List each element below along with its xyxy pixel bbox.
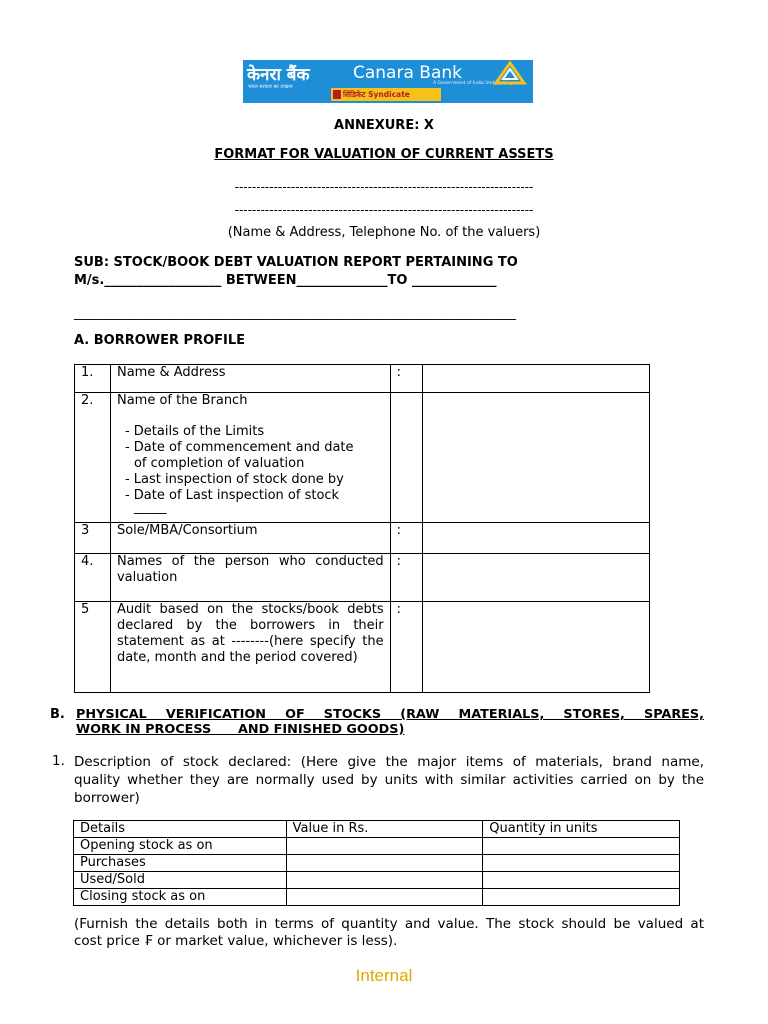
row-value — [422, 365, 649, 393]
row-number: 5 — [75, 602, 111, 693]
row-label — [110, 393, 390, 523]
row-number: 2. — [75, 393, 111, 523]
row-colon: : — [390, 602, 422, 693]
row-colon: : — [390, 523, 422, 554]
valuation-note-line-1: (Furnish the details both in terms of quantity and value. The stock should be valued at — [74, 916, 704, 932]
branch-detail-blank: _____ — [133, 500, 167, 515]
row-label: Names of the person who conducted valuation — [110, 554, 390, 602]
header-quantity: Quantity in units — [483, 821, 680, 838]
table-row — [74, 872, 680, 889]
section-b-heading-line-1: PHYSICAL VERIFICATION OF STOCKS (RAW MATERIALS, STORES, SPARES, — [76, 707, 704, 722]
row-value — [286, 838, 483, 855]
item-1-number: 1. — [52, 753, 65, 769]
row-label: Audit based on the stocks/book debts declared by the borrowers in their statement as at --------(here specify the date, month and the period covered) — [110, 602, 390, 693]
table-row — [75, 602, 650, 693]
row-quantity — [483, 872, 680, 889]
section-b-label: B. — [50, 707, 65, 722]
subject-line-1: SUB: STOCK/BOOK DEBT VALUATION REPORT PERTAINING TO — [74, 255, 518, 270]
row-colon: : — [390, 554, 422, 602]
section-a-heading: A. BORROWER PROFILE — [74, 333, 246, 348]
branch-detail-completion: of completion of valuation — [133, 456, 305, 471]
row-value — [286, 855, 483, 872]
table-row — [75, 554, 650, 602]
row-quantity — [483, 855, 680, 872]
logo-tagline-english: A Government of India Undertaking — [433, 81, 513, 86]
subject-line-2: M/s.__________________ BETWEEN______________TO _____________ — [74, 273, 497, 288]
row-colon — [390, 393, 422, 523]
row-label: Purchases — [74, 855, 287, 872]
internal-classification-label: Internal — [355, 966, 413, 985]
table-row — [74, 889, 680, 906]
row-value — [422, 554, 649, 602]
branch-detail-inspection-by: - Last inspection of stock done by — [124, 472, 344, 487]
item-1-line-1: Description of stock declared: (Here give the major items of materials, brand name, — [74, 754, 704, 770]
row-value — [286, 889, 483, 906]
row-value — [286, 872, 483, 889]
table-row — [75, 523, 650, 554]
table-header-row — [74, 821, 680, 838]
branch-detail-commencement: - Date of commencement and date — [124, 440, 354, 455]
row-value — [422, 393, 649, 523]
row-number: 4. — [75, 554, 111, 602]
logo-tagline-hindi: भारत सरकार का उपक्रम — [248, 84, 293, 90]
row-quantity — [483, 889, 680, 906]
row-label: Used/Sold — [74, 872, 287, 889]
row-label: Opening stock as on — [74, 838, 287, 855]
stock-details-table — [73, 820, 680, 906]
canara-bank-logo — [243, 60, 533, 103]
table-row — [74, 838, 680, 855]
branch-detail-last-inspection: - Date of Last inspection of stock — [124, 488, 340, 503]
row-quantity — [483, 838, 680, 855]
table-row — [75, 365, 650, 393]
row-colon: : — [390, 365, 422, 393]
row-value — [422, 602, 649, 693]
row-number: 3 — [75, 523, 111, 554]
syndicate-merger-badge: सिंडिकेट Syndicate — [331, 88, 441, 101]
valuer-note: (Name & Address, Telephone No. of the valuers) — [227, 225, 541, 240]
table-row — [75, 393, 650, 523]
logo-hindi-name: केनरा बैंक — [247, 65, 310, 85]
section-b-heading-line-2: WORK IN PROCESS AND FINISHED GOODS) — [76, 722, 405, 737]
item-1-line-2: quality whether they are normally used by units with similar activities carried on by the — [74, 772, 704, 788]
valuer-dash-line-1: --------------------------------------------------------------------- — [234, 180, 534, 194]
header-details: Details — [74, 821, 287, 838]
row-label: Closing stock as on — [74, 889, 287, 906]
valuation-note-line-2: cost price ₣ or market value, whichever is less). — [74, 933, 398, 949]
format-title: FORMAT FOR VALUATION OF CURRENT ASSETS — [214, 147, 554, 162]
row-label: Sole/MBA/Consortium — [110, 523, 390, 554]
valuer-dash-line-2: --------------------------------------------------------------------- — [234, 203, 534, 217]
header-value: Value in Rs. — [286, 821, 483, 838]
canara-triangle-icon — [492, 61, 528, 85]
logo-english-name: Canara Bank — [353, 63, 462, 83]
table-row — [74, 855, 680, 872]
annexure-label: ANNEXURE: X — [334, 118, 434, 133]
branch-detail-limits: - Details of the Limits — [124, 424, 265, 439]
row-label: Name & Address — [110, 365, 390, 393]
branch-label: Name of the Branch — [116, 393, 248, 408]
row-value — [422, 523, 649, 554]
subject-underline-rule: ____________________________________________________________________ — [74, 306, 516, 321]
row-number: 1. — [75, 365, 111, 393]
item-1-line-3: borrower) — [74, 790, 140, 806]
syndicate-logo-icon — [333, 90, 341, 99]
borrower-profile-table — [74, 364, 650, 693]
